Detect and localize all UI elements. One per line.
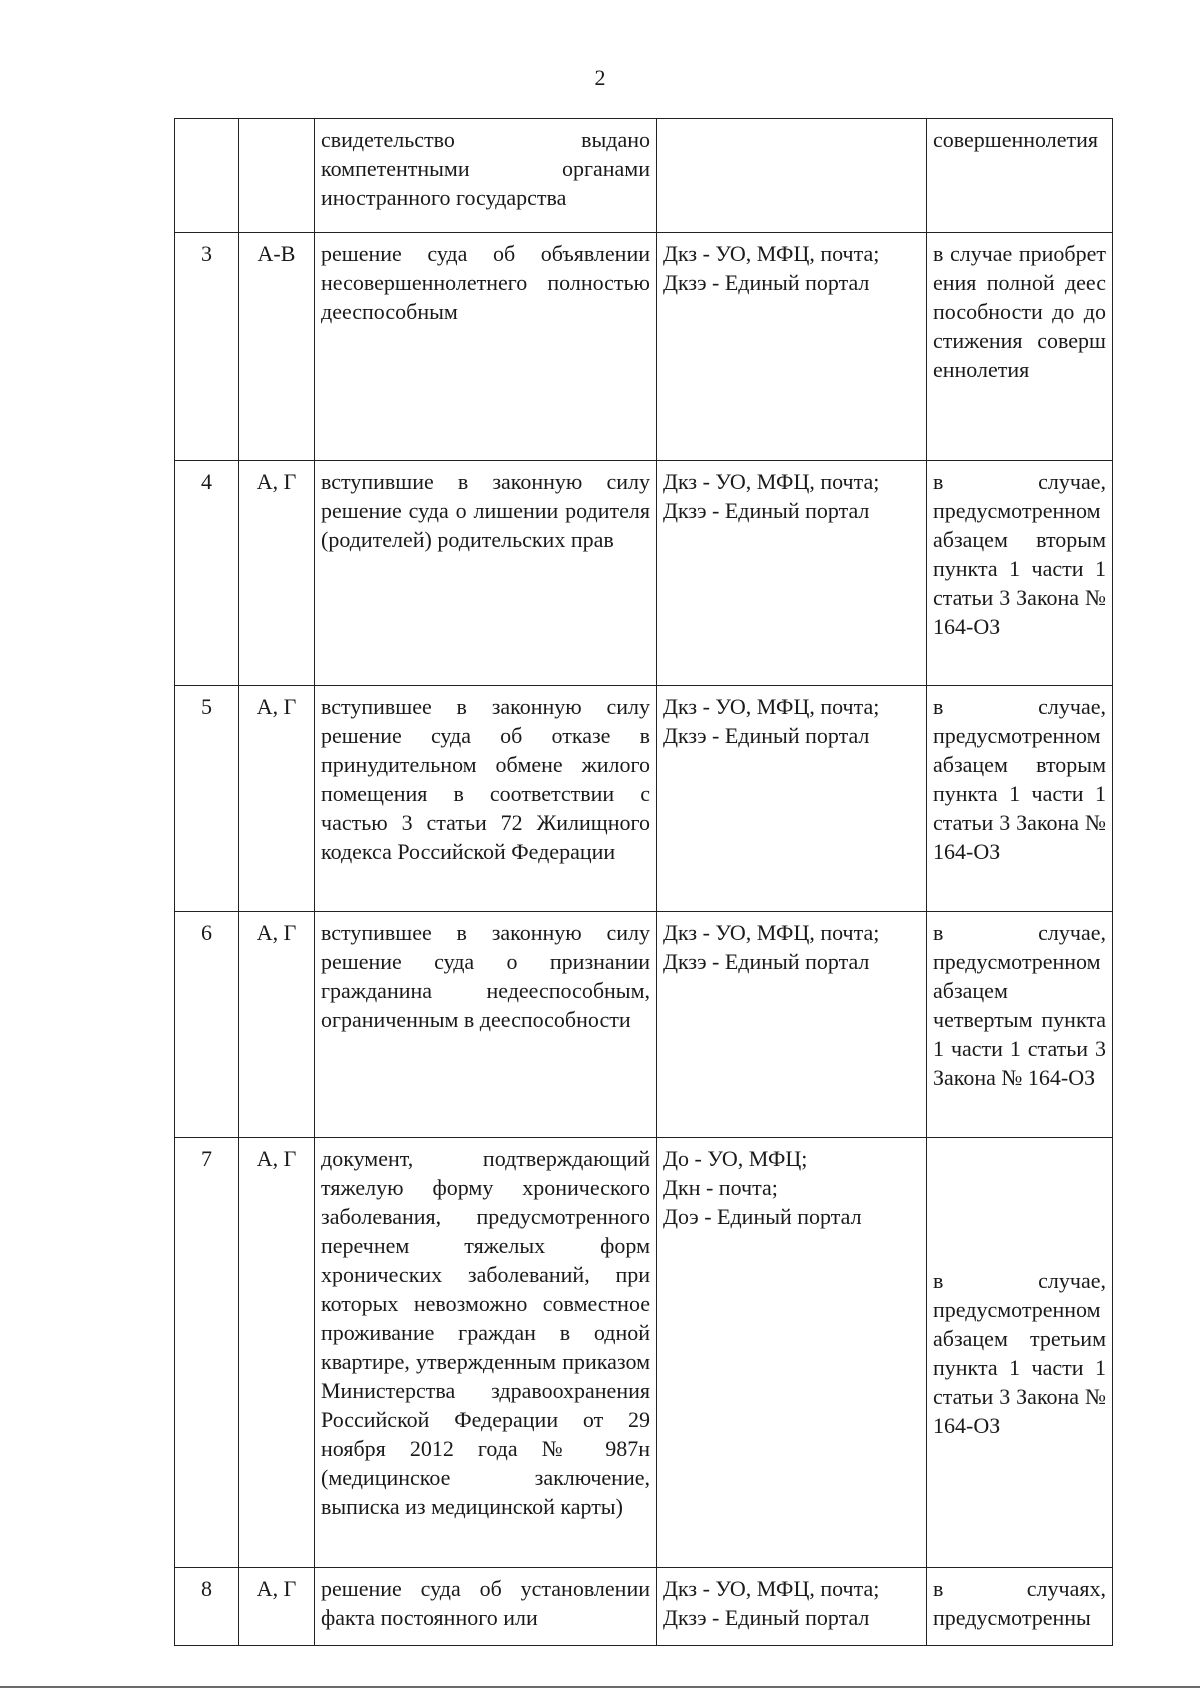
delivery-way: Дкз - УО, МФЦ, почта; [663,469,880,494]
delivery-way: Дкн - почта; [663,1175,778,1200]
row-category: А, Г [239,461,315,686]
row-document: свидетельство выдано компетентными органами иностранного государства [315,119,657,233]
table-row [175,1568,1113,1646]
delivery-way: Дкз - УО, МФЦ, почта; [663,920,880,945]
delivery-way: Дкз - УО, МФЦ, почта; [663,1576,880,1601]
row-document: вступившее в законную силу решение суда о признании гражданина недееспособным, ограниченным в дееспособности [315,912,657,1138]
row-note: в случае приобретения полной дееспособности до достижения совершеннолетия [927,233,1113,461]
row-note: в случае, предусмотренном абзацем вторым пункта 1 части 1 статьи 3 Закона № 164-ОЗ [927,686,1113,912]
delivery-way: Дкзэ - Единый портал [663,723,870,748]
row-note: в случае, предусмотренном абзацем вторым пункта 1 части 1 статьи 3 Закона № 164-ОЗ [927,461,1113,686]
row-ways [657,461,927,686]
row-number: 5 [175,686,239,912]
row-ways [657,1138,927,1568]
page-number: 2 [594,65,606,90]
row-number: 6 [175,912,239,1138]
row-category: А-В [239,233,315,461]
row-number: 3 [175,233,239,461]
row-number: 8 [175,1568,239,1646]
row-number [175,119,239,233]
row-document: вступившие в законную силу решение суда о лишении родителя (родителей) родительских прав [315,461,657,686]
row-ways [657,233,927,461]
row-category: А, Г [239,1568,315,1646]
row-number: 7 [175,1138,239,1568]
row-ways [657,912,927,1138]
delivery-way: Дкзэ - Единый портал [663,498,870,523]
row-note: в случае, предусмотренном абзацем третьим пункта 1 части 1 статьи 3 Закона № 164-ОЗ [927,1138,1113,1568]
row-category: А, Г [239,912,315,1138]
table-row [175,686,1113,912]
table-row [175,912,1113,1138]
row-ways [657,119,927,233]
table-row [175,461,1113,686]
table-row [175,233,1113,461]
row-document: вступившее в законную силу решение суда об отказе в принудительном обмене жилого помещения в соответствии с частью 3 статьи 72 Жилищного кодекса Российской Федерации [315,686,657,912]
table-row [175,119,1113,233]
row-document: решение суда об установлении факта постоянного или [315,1568,657,1646]
row-category: А, Г [239,686,315,912]
row-ways [657,1568,927,1646]
row-category [239,119,315,233]
delivery-way: Дкзэ - Единый портал [663,1605,870,1630]
row-document: решение суда об объявлении несовершеннолетнего полностью дееспособным [315,233,657,461]
delivery-way: Дкз - УО, МФЦ, почта; [663,241,880,266]
row-document: документ, подтверждающий тяжелую форму хронического заболевания, предусмотренного перечнем тяжелых форм хронических заболеваний, при которых невозможно совместное проживание граждан в одной квартире, утвержденным приказом Министерства здравоохранения Российской Федерации от 29 ноября 2012 года № 987н (медицинское заключение, выписка из медицинской карты) [315,1138,657,1568]
table-row [175,1138,1113,1568]
row-note: в случае, предусмотренном абзацем четвертым пункта 1 части 1 статьи 3 Закона № 164-ОЗ [927,912,1113,1138]
delivery-way: Дкзэ - Единый портал [663,949,870,974]
delivery-way: Дкзэ - Единый портал [663,270,870,295]
bottom-divider [0,1686,1200,1688]
row-category: А, Г [239,1138,315,1568]
row-note: в случаях, предусмотренны [927,1568,1113,1646]
documents-table [174,118,1113,1646]
row-number: 4 [175,461,239,686]
row-ways [657,686,927,912]
delivery-way: Дкз - УО, МФЦ, почта; [663,694,880,719]
delivery-way: Доэ - Единый портал [663,1204,862,1229]
row-note: совершеннолетия [927,119,1113,233]
delivery-way: До - УО, МФЦ; [663,1146,808,1171]
